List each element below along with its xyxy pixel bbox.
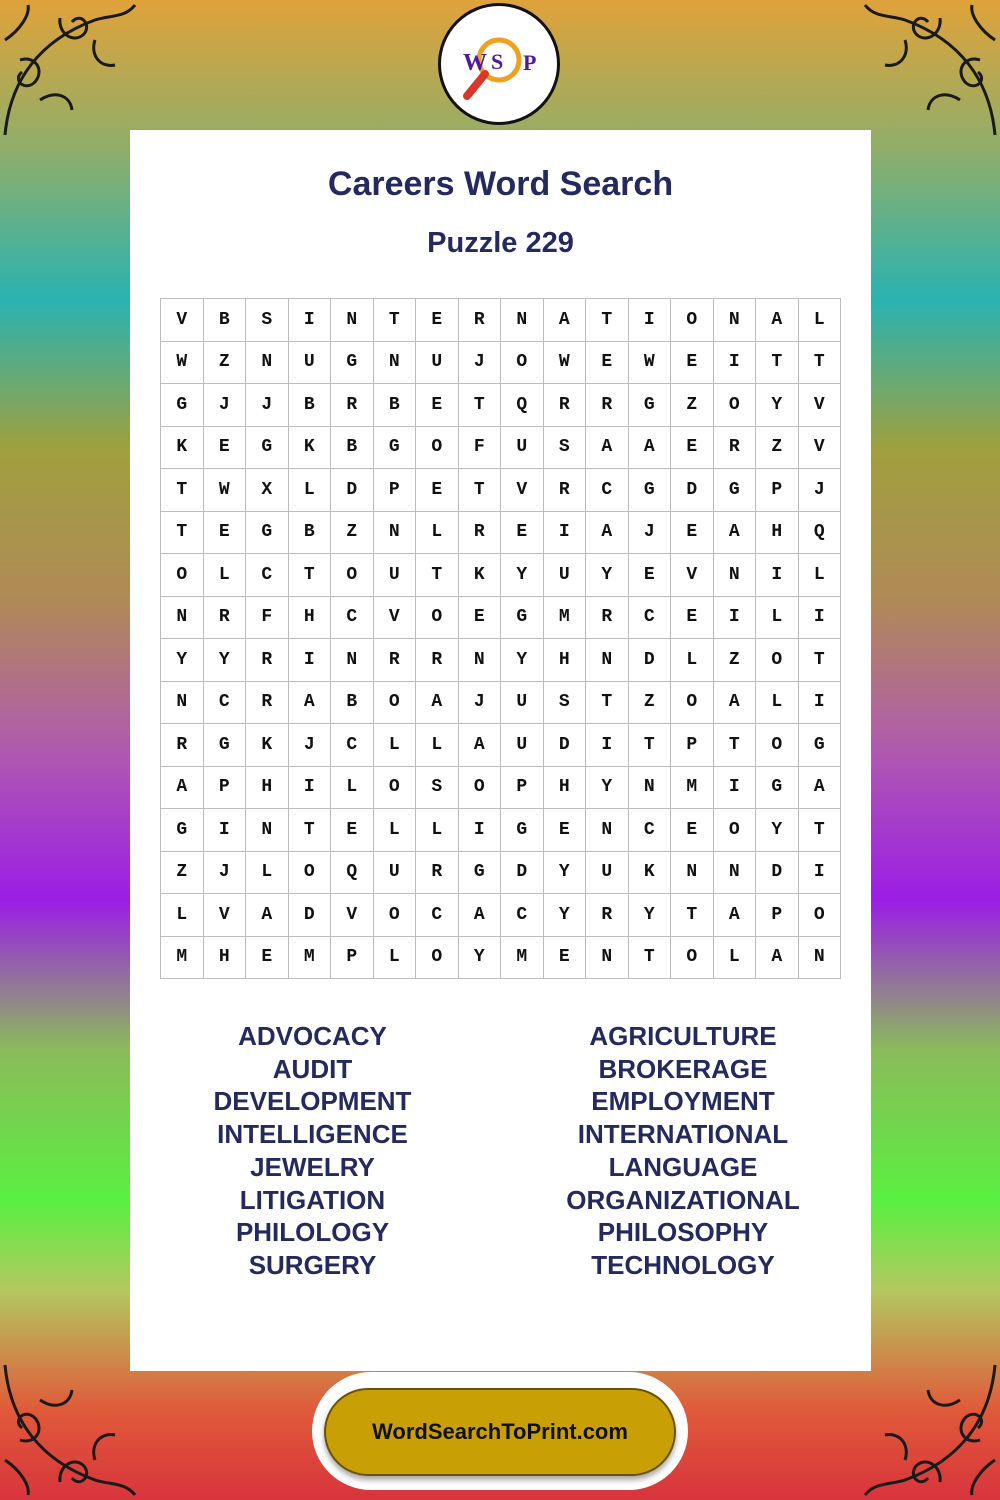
grid-cell[interactable]: T xyxy=(799,639,842,682)
grid-cell[interactable]: J xyxy=(246,384,289,427)
grid-cell[interactable]: O xyxy=(671,937,714,980)
grid-cell[interactable]: P xyxy=(501,767,544,810)
grid-cell[interactable]: B xyxy=(374,384,417,427)
grid-cell[interactable]: N xyxy=(799,937,842,980)
grid-cell[interactable]: G xyxy=(459,852,502,895)
grid-cell[interactable]: U xyxy=(586,852,629,895)
grid-cell[interactable]: J xyxy=(459,682,502,725)
grid-cell[interactable]: Q xyxy=(799,512,842,555)
grid-cell[interactable]: H xyxy=(289,597,332,640)
grid-cell[interactable]: O xyxy=(374,767,417,810)
grid-cell[interactable]: Z xyxy=(756,427,799,470)
grid-cell[interactable]: H xyxy=(544,767,587,810)
grid-cell[interactable]: P xyxy=(331,937,374,980)
grid-cell[interactable]: G xyxy=(501,597,544,640)
word-list-item: JEWELRY xyxy=(250,1151,375,1182)
grid-cell[interactable]: V xyxy=(671,554,714,597)
corner-ornament-top-left xyxy=(0,0,140,140)
grid-cell[interactable]: U xyxy=(374,852,417,895)
grid-cell[interactable]: D xyxy=(544,724,587,767)
grid-cell[interactable]: O xyxy=(416,937,459,980)
grid-cell[interactable]: V xyxy=(799,427,842,470)
grid-cell[interactable]: U xyxy=(501,724,544,767)
grid-cell[interactable]: O xyxy=(374,682,417,725)
word-list-item: PHILOSOPHY xyxy=(597,1217,769,1248)
grid-cell[interactable]: Y xyxy=(501,639,544,682)
word-list-item: SURGERY xyxy=(248,1249,377,1280)
grid-cell[interactable]: Y xyxy=(756,809,799,852)
grid-cell[interactable]: P xyxy=(756,894,799,937)
site-name: WordSearchToPrint.com xyxy=(372,1419,628,1444)
word-list-item: TECHNOLOGY xyxy=(591,1249,775,1280)
grid-cell[interactable]: R xyxy=(331,384,374,427)
grid-cell[interactable]: K xyxy=(459,554,502,597)
grid-cell[interactable]: L xyxy=(671,639,714,682)
grid-cell[interactable]: E xyxy=(204,512,247,555)
grid-cell[interactable]: R xyxy=(586,894,629,937)
grid-cell[interactable]: A xyxy=(416,682,459,725)
grid-cell[interactable]: G xyxy=(629,469,672,512)
grid-cell[interactable]: R xyxy=(416,852,459,895)
logo-letter-p: P xyxy=(523,50,537,75)
grid-cell[interactable]: A xyxy=(629,427,672,470)
grid-cell[interactable]: V xyxy=(501,469,544,512)
grid-cell[interactable]: N xyxy=(331,299,374,342)
grid-cell[interactable]: P xyxy=(756,469,799,512)
grid-cell[interactable]: I xyxy=(714,767,757,810)
word-list-item: INTELLIGENCE xyxy=(217,1119,408,1150)
grid-cell[interactable]: E xyxy=(629,554,672,597)
grid-cell[interactable]: N xyxy=(586,639,629,682)
grid-cell[interactable]: N xyxy=(501,299,544,342)
wsp-logo[interactable] xyxy=(438,3,560,125)
grid-cell[interactable]: T xyxy=(586,299,629,342)
grid-cell[interactable]: V xyxy=(799,384,842,427)
grid-cell[interactable]: O xyxy=(671,682,714,725)
grid-cell[interactable]: B xyxy=(331,427,374,470)
grid-cell[interactable]: U xyxy=(416,342,459,385)
grid-cell[interactable]: G xyxy=(331,342,374,385)
grid-cell[interactable]: E xyxy=(671,597,714,640)
grid-cell[interactable]: A xyxy=(459,724,502,767)
grid-cell[interactable]: T xyxy=(671,894,714,937)
grid-cell[interactable]: B xyxy=(289,384,332,427)
grid-cell[interactable]: E xyxy=(459,597,502,640)
grid-cell[interactable]: H xyxy=(204,937,247,980)
grid-cell[interactable]: O xyxy=(459,767,502,810)
corner-ornament-bottom-left xyxy=(0,1360,140,1500)
grid-cell[interactable]: Z xyxy=(671,384,714,427)
grid-cell[interactable]: D xyxy=(756,852,799,895)
grid-cell[interactable]: J xyxy=(799,469,842,512)
grid-cell[interactable]: W xyxy=(161,342,204,385)
grid-cell[interactable]: I xyxy=(289,767,332,810)
grid-cell[interactable]: E xyxy=(671,342,714,385)
grid-cell[interactable]: K xyxy=(161,427,204,470)
grid-cell[interactable]: A xyxy=(544,299,587,342)
grid-cell[interactable]: C xyxy=(331,597,374,640)
grid-cell[interactable]: G xyxy=(246,427,289,470)
grid-cell[interactable]: R xyxy=(459,512,502,555)
grid-cell[interactable]: U xyxy=(544,554,587,597)
grid-cell[interactable]: R xyxy=(714,427,757,470)
grid-cell[interactable]: E xyxy=(204,427,247,470)
grid-cell[interactable]: R xyxy=(246,682,289,725)
grid-cell[interactable]: A xyxy=(246,894,289,937)
grid-cell[interactable]: Y xyxy=(161,639,204,682)
grid-cell[interactable]: B xyxy=(289,512,332,555)
word-list-left xyxy=(130,1020,495,1282)
grid-cell[interactable]: H xyxy=(756,512,799,555)
grid-cell[interactable]: C xyxy=(246,554,289,597)
grid-cell[interactable]: G xyxy=(756,767,799,810)
grid-cell[interactable]: Y xyxy=(544,852,587,895)
grid-cell[interactable]: N xyxy=(714,554,757,597)
grid-cell[interactable]: R xyxy=(416,639,459,682)
grid-cell[interactable]: A xyxy=(756,299,799,342)
grid-cell[interactable]: I xyxy=(799,682,842,725)
grid-cell[interactable]: K xyxy=(289,427,332,470)
grid-cell[interactable]: Z xyxy=(714,639,757,682)
grid-cell[interactable]: Q xyxy=(501,384,544,427)
word-list-item: AUDIT xyxy=(272,1053,353,1084)
grid-cell[interactable]: R xyxy=(586,384,629,427)
grid-cell[interactable]: O xyxy=(671,299,714,342)
grid-cell[interactable]: E xyxy=(544,809,587,852)
grid-cell[interactable]: B xyxy=(204,299,247,342)
grid-cell[interactable]: E xyxy=(671,809,714,852)
grid-cell[interactable]: S xyxy=(246,299,289,342)
grid-cell[interactable]: W xyxy=(544,342,587,385)
grid-cell[interactable]: R xyxy=(544,384,587,427)
grid-cell[interactable]: U xyxy=(501,682,544,725)
word-list-item: ADVOCACY xyxy=(238,1021,387,1051)
grid-cell[interactable]: T xyxy=(161,512,204,555)
grid-cell[interactable]: T xyxy=(586,682,629,725)
word-list-item: INTERNATIONAL xyxy=(577,1119,789,1150)
grid-cell[interactable]: T xyxy=(799,342,842,385)
grid-cell[interactable]: D xyxy=(629,639,672,682)
word-list-item: DEVELOPMENT xyxy=(213,1086,412,1117)
grid-cell[interactable]: G xyxy=(374,427,417,470)
grid-cell[interactable]: A xyxy=(289,682,332,725)
grid-cell[interactable]: I xyxy=(799,852,842,895)
grid-cell[interactable]: R xyxy=(161,724,204,767)
grid-cell[interactable]: V xyxy=(331,894,374,937)
grid-cell[interactable]: Z xyxy=(161,852,204,895)
grid-cell[interactable]: E xyxy=(416,469,459,512)
grid-cell[interactable]: Y xyxy=(501,554,544,597)
grid-cell[interactable]: C xyxy=(416,894,459,937)
grid-cell[interactable]: L xyxy=(374,724,417,767)
grid-cell[interactable]: R xyxy=(586,597,629,640)
grid-cell[interactable]: L xyxy=(204,554,247,597)
grid-cell[interactable]: L xyxy=(374,937,417,980)
grid-cell[interactable]: R xyxy=(246,639,289,682)
grid-cell[interactable]: N xyxy=(586,809,629,852)
grid-cell[interactable]: N xyxy=(459,639,502,682)
grid-cell[interactable]: G xyxy=(161,384,204,427)
grid-cell[interactable]: N xyxy=(246,342,289,385)
grid-cell[interactable]: A xyxy=(586,512,629,555)
grid-cell[interactable]: T xyxy=(756,342,799,385)
grid-cell[interactable]: A xyxy=(161,767,204,810)
word-list-item: ORGANIZATIONAL xyxy=(566,1184,800,1215)
grid-cell[interactable]: T xyxy=(289,809,332,852)
grid-cell[interactable]: F xyxy=(246,597,289,640)
grid-cell[interactable]: T xyxy=(459,384,502,427)
word-list-item: AGRICULTURE xyxy=(589,1021,777,1051)
grid-cell[interactable]: A xyxy=(714,894,757,937)
grid-cell[interactable]: E xyxy=(416,299,459,342)
grid-cell[interactable]: O xyxy=(374,894,417,937)
grid-cell[interactable]: N xyxy=(331,639,374,682)
grid-cell[interactable]: N xyxy=(714,299,757,342)
grid-cell[interactable]: R xyxy=(374,639,417,682)
word-list xyxy=(130,1020,871,1282)
grid-cell[interactable]: S xyxy=(416,767,459,810)
grid-cell[interactable]: N xyxy=(161,682,204,725)
grid-cell[interactable]: I xyxy=(289,299,332,342)
grid-cell[interactable]: E xyxy=(671,512,714,555)
logo-letter-s: S xyxy=(491,49,504,74)
grid-cell[interactable]: J xyxy=(459,342,502,385)
grid-cell[interactable]: Z xyxy=(331,512,374,555)
grid-cell[interactable]: V xyxy=(204,894,247,937)
grid-cell[interactable]: I xyxy=(629,299,672,342)
grid-cell[interactable]: U xyxy=(501,427,544,470)
grid-cell[interactable]: I xyxy=(204,809,247,852)
grid-cell[interactable]: M xyxy=(671,767,714,810)
grid-cell[interactable]: M xyxy=(501,937,544,980)
footer-badge xyxy=(312,1372,688,1490)
grid-cell[interactable]: L xyxy=(799,299,842,342)
grid-cell[interactable]: L xyxy=(161,894,204,937)
grid-cell[interactable]: A xyxy=(714,512,757,555)
grid-cell[interactable]: A xyxy=(586,427,629,470)
grid-cell[interactable]: O xyxy=(331,554,374,597)
grid-cell[interactable]: P xyxy=(671,724,714,767)
grid-cell[interactable]: L xyxy=(246,852,289,895)
grid-cell[interactable]: C xyxy=(629,809,672,852)
word-list-item: LITIGATION xyxy=(239,1184,386,1215)
grid-cell[interactable]: O xyxy=(756,724,799,767)
grid-cell[interactable]: K xyxy=(246,724,289,767)
grid-cell[interactable]: E xyxy=(416,384,459,427)
grid-cell[interactable]: F xyxy=(459,427,502,470)
grid-cell[interactable]: N xyxy=(714,852,757,895)
grid-cell[interactable]: Y xyxy=(459,937,502,980)
grid-cell[interactable]: Y xyxy=(544,894,587,937)
grid-cell[interactable]: L xyxy=(416,809,459,852)
grid-cell[interactable]: E xyxy=(501,512,544,555)
grid-cell[interactable]: E xyxy=(586,342,629,385)
grid-cell[interactable]: I xyxy=(289,639,332,682)
grid-cell[interactable]: N xyxy=(671,852,714,895)
grid-cell[interactable]: D xyxy=(671,469,714,512)
grid-cell[interactable]: R xyxy=(459,299,502,342)
grid-cell[interactable]: L xyxy=(756,597,799,640)
grid-cell[interactable]: C xyxy=(204,682,247,725)
grid-cell[interactable]: L xyxy=(331,767,374,810)
grid-cell[interactable]: I xyxy=(459,809,502,852)
grid-cell[interactable]: M xyxy=(544,597,587,640)
grid-cell[interactable]: H xyxy=(544,639,587,682)
logo-letter-w: W xyxy=(463,50,487,76)
grid-cell[interactable]: E xyxy=(671,427,714,470)
grid-cell[interactable]: N xyxy=(374,512,417,555)
grid-cell[interactable]: T xyxy=(629,937,672,980)
grid-cell[interactable]: G xyxy=(161,809,204,852)
grid-cell[interactable]: Y xyxy=(204,639,247,682)
grid-cell[interactable]: W xyxy=(629,342,672,385)
grid-cell[interactable]: P xyxy=(374,469,417,512)
word-list-item: LANGUAGE xyxy=(608,1151,758,1182)
grid-cell[interactable]: D xyxy=(331,469,374,512)
grid-cell[interactable]: V xyxy=(161,299,204,342)
grid-cell[interactable]: O xyxy=(289,852,332,895)
grid-cell[interactable]: I xyxy=(544,512,587,555)
grid-cell[interactable]: L xyxy=(374,809,417,852)
corner-ornament-bottom-right xyxy=(860,1360,1000,1500)
grid-cell[interactable]: E xyxy=(544,937,587,980)
grid-cell[interactable]: Y xyxy=(629,894,672,937)
grid-cell[interactable]: V xyxy=(374,597,417,640)
word-list-item: BROKERAGE xyxy=(598,1053,768,1084)
grid-cell[interactable]: G xyxy=(501,809,544,852)
grid-cell[interactable]: L xyxy=(416,724,459,767)
grid-cell[interactable]: C xyxy=(586,469,629,512)
grid-cell[interactable]: U xyxy=(289,342,332,385)
grid-cell[interactable]: K xyxy=(629,852,672,895)
grid-cell[interactable]: T xyxy=(629,724,672,767)
grid-cell[interactable]: N xyxy=(246,809,289,852)
word-list-item: EMPLOYMENT xyxy=(591,1086,775,1117)
grid-cell[interactable]: Z xyxy=(204,342,247,385)
grid-cell[interactable]: G xyxy=(204,724,247,767)
grid-cell[interactable]: O xyxy=(501,342,544,385)
grid-cell[interactable]: Q xyxy=(331,852,374,895)
grid-cell[interactable]: G xyxy=(246,512,289,555)
grid-cell[interactable]: J xyxy=(204,852,247,895)
grid-cell[interactable]: O xyxy=(756,639,799,682)
grid-cell[interactable]: G xyxy=(799,724,842,767)
grid-cell[interactable]: L xyxy=(714,937,757,980)
grid-cell[interactable]: U xyxy=(374,554,417,597)
grid-cell[interactable]: N xyxy=(586,937,629,980)
grid-cell[interactable]: A xyxy=(714,682,757,725)
grid-cell[interactable]: D xyxy=(289,894,332,937)
grid-cell[interactable]: Y xyxy=(586,767,629,810)
grid-cell[interactable]: R xyxy=(204,597,247,640)
grid-cell[interactable]: E xyxy=(331,809,374,852)
grid-cell[interactable]: I xyxy=(799,597,842,640)
grid-cell[interactable]: J xyxy=(204,384,247,427)
grid-cell[interactable]: A xyxy=(799,767,842,810)
grid-cell[interactable]: L xyxy=(799,554,842,597)
grid-cell[interactable]: T xyxy=(799,809,842,852)
grid-cell[interactable]: T xyxy=(161,469,204,512)
grid-cell[interactable]: Y xyxy=(586,554,629,597)
grid-cell[interactable]: I xyxy=(714,597,757,640)
site-link-button[interactable] xyxy=(324,1388,676,1476)
grid-cell[interactable]: O xyxy=(799,894,842,937)
grid-cell[interactable]: X xyxy=(246,469,289,512)
grid-cell[interactable]: D xyxy=(501,852,544,895)
grid-cell[interactable]: I xyxy=(756,554,799,597)
grid-cell[interactable]: L xyxy=(756,682,799,725)
grid-cell[interactable]: Z xyxy=(629,682,672,725)
grid-cell[interactable]: O xyxy=(714,809,757,852)
grid-cell[interactable]: I xyxy=(714,342,757,385)
grid-cell[interactable]: O xyxy=(714,384,757,427)
grid-cell[interactable]: T xyxy=(459,469,502,512)
grid-cell[interactable]: N xyxy=(629,767,672,810)
grid-cell[interactable]: O xyxy=(416,597,459,640)
grid-cell[interactable]: T xyxy=(416,554,459,597)
grid-cell[interactable]: S xyxy=(544,427,587,470)
grid-cell[interactable]: T xyxy=(289,554,332,597)
word-list-item: PHILOLOGY xyxy=(235,1217,390,1248)
grid-cell[interactable]: G xyxy=(714,469,757,512)
grid-cell[interactable]: T xyxy=(714,724,757,767)
grid-cell[interactable]: A xyxy=(459,894,502,937)
grid-cell[interactable]: L xyxy=(289,469,332,512)
grid-cell[interactable]: C xyxy=(501,894,544,937)
grid-cell[interactable]: I xyxy=(586,724,629,767)
grid-cell[interactable]: N xyxy=(374,342,417,385)
page-title: Careers Word Search xyxy=(327,165,674,203)
grid-cell[interactable]: J xyxy=(629,512,672,555)
grid-cell[interactable]: R xyxy=(544,469,587,512)
grid-cell[interactable]: P xyxy=(204,767,247,810)
word-list-right xyxy=(495,1020,871,1282)
grid-cell[interactable]: T xyxy=(374,299,417,342)
grid-cell[interactable]: L xyxy=(416,512,459,555)
grid-cell[interactable]: C xyxy=(331,724,374,767)
grid-cell[interactable]: Y xyxy=(756,384,799,427)
puzzle-number: Puzzle 229 xyxy=(427,227,574,259)
grid-cell[interactable]: O xyxy=(161,554,204,597)
letter-grid xyxy=(160,298,841,979)
grid-cell[interactable]: O xyxy=(416,427,459,470)
grid-cell[interactable]: J xyxy=(289,724,332,767)
grid-cell[interactable]: W xyxy=(204,469,247,512)
grid-cell[interactable]: A xyxy=(756,937,799,980)
grid-cell[interactable]: G xyxy=(629,384,672,427)
grid-cell[interactable]: N xyxy=(161,597,204,640)
puzzle-panel xyxy=(130,130,871,1371)
grid-cell[interactable]: E xyxy=(246,937,289,980)
grid-cell[interactable]: C xyxy=(629,597,672,640)
grid-cell[interactable]: M xyxy=(289,937,332,980)
grid-cell[interactable]: S xyxy=(544,682,587,725)
grid-cell[interactable]: H xyxy=(246,767,289,810)
grid-cell[interactable]: M xyxy=(161,937,204,980)
grid-cell[interactable]: B xyxy=(331,682,374,725)
corner-ornament-top-right xyxy=(860,0,1000,140)
